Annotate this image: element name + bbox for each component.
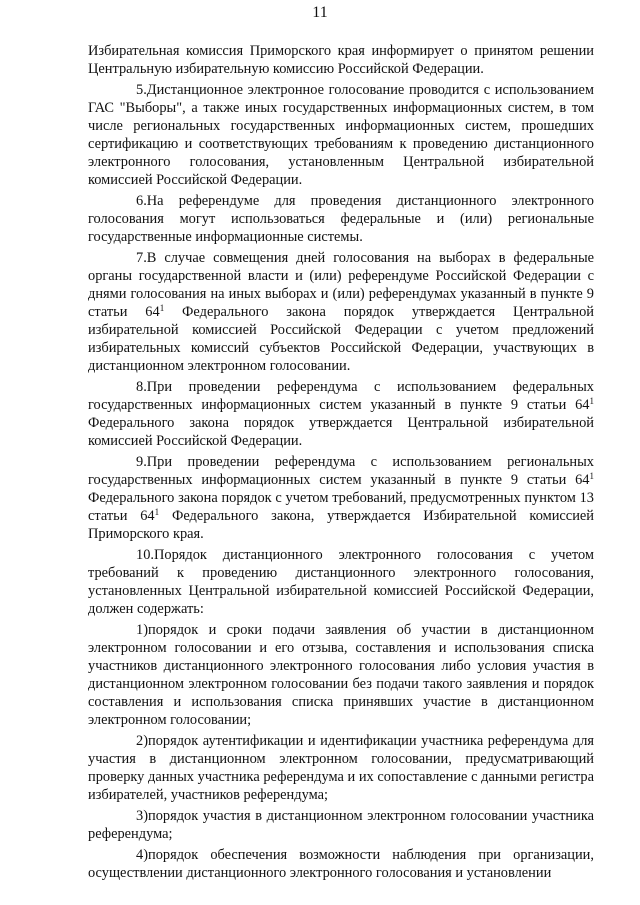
list-item-3: 3)порядок участия в дистанционном электронном голосовании участника референдума;: [88, 808, 594, 842]
list-item-2: 2)порядок аутентификации и идентификации участника референдума для участия в дистанционном электронном голосовании, предусматривающий проверку данных участника референдума и их сопоставление с данными регистра избирателей, участников референдума;: [88, 733, 594, 803]
superscript-1: 1: [589, 471, 594, 481]
superscript-1: 1: [159, 303, 165, 313]
paragraph-intro: Избирательная комиссия Приморского края информирует о принятом решении Центральную избирательную комиссию Российской Федерации.: [88, 43, 594, 77]
page-number: 11: [312, 4, 328, 21]
paragraph-10: 10.Порядок дистанционного электронного голосования с учетом требований к проведению дистанционного электронного голосования, установленных Центральной избирательной комиссией Российской Федерации, должен содержать:: [88, 547, 594, 617]
paragraph-9: 9.При проведении референдума с использованием региональных государственных информационных систем указанный в пункте 9 статьи $64^1$ Федерального закона порядок с учетом требований, предусмотренных пунктом 13 статьи $64^1$ Федерального закона, утверждается Избирательной комиссией Приморского края.: [88, 454, 594, 542]
document-body: [88, 42, 594, 885]
paragraph-6: 6.На референдуме для проведения дистанционного электронного голосования могут использоваться федеральные и (или) региональные государственные информационные системы.: [88, 193, 594, 245]
paragraph-7: 7.В случае совмещения дней голосования на выборах в федеральные органы государственной власти и (или) референдуме Российской Федерации с днями голосования на иных выборах и (или) референдумах указанный в пункте 9 статьи $64^1$ Федерального закона порядок утверждается Центральной избирательной комиссией Российской Федерации с учетом предложений избирательных комиссий субъектов Российской Федерации, участвующих в дистанционном электронном голосовании.: [88, 250, 594, 374]
list-item-1: 1)порядок и сроки подачи заявления об участии в дистанционном электронном голосовании и его отзыва, составления и использования списка участников дистанционного электронного голосования либо условия участия в дистанционном электронном голосовании без подачи такого заявления и порядок составления и использования списка принявших участие в дистанционном электронном голосовании;: [88, 622, 594, 728]
list-item-4: 4)порядок обеспечения возможности наблюдения при организации, осуществлении дистанционного электронного голосования и установлении: [88, 847, 594, 881]
superscript-1: 1: [589, 396, 594, 406]
paragraph-8: 8.При проведении референдума с использованием федеральных государственных информационных систем указанный в пункте 9 статьи $64^1$ Федерального закона порядок утверждается Центральной избирательной комиссией Российской Федерации.: [88, 379, 594, 449]
superscript-1: 1: [154, 507, 160, 517]
paragraph-5: 5.Дистанционное электронное голосование проводится с использованием ГАС "Выборы", а также иных государственных информационных систем, в том числе региональных государственных информационных систем, прошедших сертификацию и соответствующих требованиям к проведению дистанционного электронного голосования, установленным Центральной избирательной комиссией Российской Федерации.: [88, 82, 594, 188]
